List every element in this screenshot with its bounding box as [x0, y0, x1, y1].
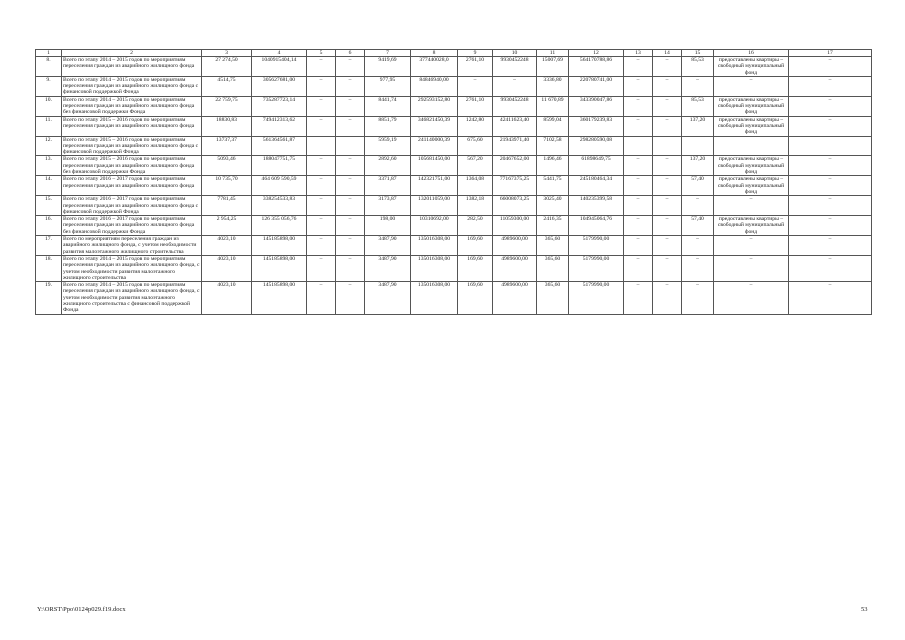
table-cell: –	[336, 57, 365, 77]
table-cell	[653, 136, 682, 156]
table-cell: 105681450,00	[411, 156, 458, 176]
table-cell: –	[336, 176, 365, 196]
table-cell: 5179990,00	[569, 282, 624, 314]
table-cell: 104945064,76	[569, 216, 624, 236]
table-row	[36, 76, 872, 96]
table-cell: –	[336, 76, 365, 96]
table-cell: 42411623,40	[493, 116, 537, 136]
table-cell: –	[624, 76, 653, 96]
table-cell: –	[624, 255, 653, 281]
column-number-cell: 13	[624, 50, 653, 57]
table-cell: 5179990,00	[569, 255, 624, 281]
table-cell	[307, 136, 336, 156]
table-cell: –	[789, 216, 872, 236]
table-cell: 3025,40	[537, 196, 569, 216]
row-number-cell: 16.	[36, 216, 62, 236]
table-cell: 220780741,00	[569, 76, 624, 96]
table-cell: –	[653, 116, 682, 136]
table-cell: 561364561,87	[252, 136, 307, 156]
table-cell: –	[789, 196, 872, 216]
table-cell: –	[789, 156, 872, 176]
table-cell: 343390047,86	[569, 96, 624, 116]
table-cell: –	[653, 176, 682, 196]
page-number: 53	[861, 606, 868, 613]
row-description-cell: Всего по этапу 2014 – 2015 годов по мероприятиям переселения граждан из аварийного жилищного фонда с финансовой поддержкой Фонда	[62, 76, 202, 96]
table-cell: 977,95	[365, 76, 411, 96]
table-cell: –	[624, 57, 653, 77]
table-cell: –	[714, 282, 789, 314]
footer-file-path: Y:\ORST\Ppo\0124p029.f19.docx	[37, 606, 126, 613]
table-cell: –	[624, 236, 653, 256]
table-cell: 360179239,83	[569, 116, 624, 136]
table-cell: –	[653, 156, 682, 176]
row-number-cell: 12.	[36, 136, 62, 156]
row-number-cell: 19.	[36, 282, 62, 314]
table-cell: 145185898,00	[252, 282, 307, 314]
table-cell: 9419,69	[365, 57, 411, 77]
table-row	[36, 196, 872, 216]
table-cell: –	[307, 255, 336, 281]
row-number-cell: 8.	[36, 57, 62, 77]
table-cell: 7102,58	[537, 136, 569, 156]
table-cell: –	[307, 57, 336, 77]
table-cell: –	[624, 116, 653, 136]
table-cell: –	[624, 216, 653, 236]
table-cell: 365,60	[537, 282, 569, 314]
table-cell: 57,40	[682, 176, 714, 196]
table-cell: –	[789, 96, 872, 116]
table-cell: 132011059,00	[411, 196, 458, 216]
table-cell: –	[653, 216, 682, 236]
table-cell: 2 954,25	[202, 216, 252, 236]
table-cell: –	[653, 96, 682, 116]
row-description-cell: Всего по этапу 2016 – 2017 годов по мероприятиям переселения граждан из аварийного жилищного фонда без финансовой поддержки Фонда	[62, 216, 202, 236]
table-cell: предоставлены квартиры – свободный муниципальный фонд	[714, 216, 789, 236]
table-cell: 3487,90	[365, 282, 411, 314]
column-number-cell: 16	[714, 50, 789, 57]
table-cell: –	[307, 96, 336, 116]
table-cell: –	[714, 196, 789, 216]
table-cell: –	[714, 255, 789, 281]
table-cell: 13737,37	[202, 136, 252, 156]
table-cell: 365,60	[537, 236, 569, 256]
column-number-cell: 17	[789, 50, 872, 57]
table-cell: 8441,74	[365, 96, 411, 116]
table-cell: –	[653, 236, 682, 256]
table-cell: –	[458, 76, 493, 96]
table-cell: 169,60	[458, 282, 493, 314]
table-cell: 15007,69	[537, 57, 569, 77]
table-cell: –	[624, 156, 653, 176]
table-cell: –	[307, 76, 336, 96]
row-number-cell: 9.	[36, 76, 62, 96]
table-cell: –	[653, 282, 682, 314]
table-cell: –	[336, 96, 365, 116]
table-cell: –	[307, 156, 336, 176]
table-cell: –	[336, 255, 365, 281]
row-description-cell: Всего по этапу 2014 – 2015 годов по мероприятиям переселения граждан из аварийного жилищного фонда, с учетом необходимости развития малоэтажного жилищного строительства	[63, 255, 200, 281]
table-cell: 145185898,00	[252, 255, 307, 281]
table-cell: 365,60	[537, 255, 569, 281]
row-description-cell: Всего по этапу 2015 – 2016 годов по мероприятиям переселения граждан из аварийного жилищного фонда без финансовой поддержки Фонда	[62, 156, 202, 176]
table-cell: предоставлены квартиры – свободный муниципальный фонд	[714, 116, 789, 136]
table-cell: 5441,75	[537, 176, 569, 196]
table-cell: 77167375,25	[493, 176, 537, 196]
table-cell: –	[307, 116, 336, 136]
table-cell: 11 670,89	[537, 96, 569, 116]
table-cell: –	[624, 282, 653, 314]
table-cell: предоставлены квартиры – свободный муниципальный фонд	[714, 156, 789, 176]
row-number-cell: 15.	[36, 196, 62, 216]
table-cell: 169,60	[458, 236, 493, 256]
table-cell: –	[307, 176, 336, 196]
row-number-cell: 13.	[36, 156, 62, 176]
row-description-cell: Всего по этапу 2014 – 2015 годов по мероприятиям переселения граждан из аварийного жилищного фонда, с учетом необходимости развития малоэтажного жилищного строительства с финансовой поддержкой Фонда	[63, 282, 200, 314]
table-cell: –	[789, 116, 872, 136]
table-cell: 5959,19	[365, 136, 411, 156]
column-number-cell: 2	[62, 50, 202, 57]
table-cell: 4023,10	[202, 255, 252, 281]
table-row	[36, 57, 872, 77]
table-cell: –	[336, 282, 365, 314]
table-cell: 66008073,25	[493, 196, 537, 216]
table-cell: –	[682, 196, 714, 216]
table-cell: 198,00	[365, 216, 411, 236]
table-cell: –	[624, 176, 653, 196]
table-cell: –	[336, 196, 365, 216]
table-cell: 84846940,00	[411, 76, 458, 96]
row-description-cell: Всего по этапу 2016 – 2017 годов по мероприятиям переселения граждан из аварийного жилищного фонда с финансовой поддержкой Фонда	[62, 196, 202, 216]
table-cell: 57,40	[682, 216, 714, 236]
table-cell: 564170788,86	[569, 57, 624, 77]
table-cell: 4514,75	[202, 76, 252, 96]
table-cell: 135016308,00	[411, 255, 458, 281]
table-cell: 21943971,40	[493, 136, 537, 156]
table-cell: предоставлены квартиры – свободный муниципальный фонд	[714, 176, 789, 196]
table-cell: 241140000,39	[411, 136, 458, 156]
table-cell: 7781,45	[202, 196, 252, 216]
table-cell: 145185898,00	[252, 236, 307, 256]
table-cell: –	[336, 216, 365, 236]
table-cell: 2416,35	[537, 216, 569, 236]
table-cell: 4023,10	[202, 236, 252, 256]
table-cell: 126 355 056,76	[252, 216, 307, 236]
table-cell	[336, 136, 365, 156]
table-cell: 377440028,0	[411, 57, 458, 77]
column-number-cell: 8	[411, 50, 458, 57]
table-cell: –	[653, 196, 682, 216]
table-cell: 3487,90	[365, 255, 411, 281]
table-row	[36, 216, 872, 236]
table-cell: 4989600,00	[493, 255, 537, 281]
table-cell: 169,60	[458, 255, 493, 281]
table-cell: предоставлены квартиры – свободный муниципальный фонд	[714, 57, 789, 77]
table-cell: –	[336, 236, 365, 256]
table-cell: –	[336, 156, 365, 176]
table-row	[36, 156, 872, 176]
table-cell: 9930452248	[493, 96, 537, 116]
table-cell: –	[307, 196, 336, 216]
table-cell: 245180464,34	[569, 176, 624, 196]
column-number-cell: 5	[307, 50, 336, 57]
table-cell: 11059300,00	[493, 216, 537, 236]
table-row	[36, 176, 872, 196]
table-cell: 3336,80	[537, 76, 569, 96]
table-cell: 567,20	[458, 156, 493, 176]
table-cell: 27 274,50	[202, 57, 252, 77]
column-number-cell: 7	[365, 50, 411, 57]
table-cell: –	[493, 76, 537, 96]
row-number-cell: 18.	[36, 255, 62, 281]
table-cell: 1496,46	[537, 156, 569, 176]
column-number-cell: 12	[569, 50, 624, 57]
table-cell: 2761,10	[458, 96, 493, 116]
table-cell: 188047751,75	[252, 156, 307, 176]
table-cell: –	[714, 236, 789, 256]
column-number-cell: 10	[493, 50, 537, 57]
row-description-cell: Всего по этапу 2014 – 2015 годов по мероприятиям переселения граждан из аварийного жилищного фонда без финансовой поддержки Фонда	[62, 96, 202, 116]
row-number-cell: 10.	[36, 96, 62, 116]
table-cell: 142321751,00	[411, 176, 458, 196]
table-cell: 20467652,00	[493, 156, 537, 176]
table-cell: 18830,83	[202, 116, 252, 136]
table-cell: 8599,04	[537, 116, 569, 136]
table-cell: 135016308,00	[411, 236, 458, 256]
table-cell: 1382,18	[458, 196, 493, 216]
table-cell: –	[789, 76, 872, 96]
column-number-cell: 9	[458, 50, 493, 57]
table-cell: 4989600,00	[493, 282, 537, 314]
table-row	[36, 255, 872, 281]
table-cell: 749412313,62	[252, 116, 307, 136]
table-cell: 2761,10	[458, 57, 493, 77]
table-cell: 3173,87	[365, 196, 411, 216]
table-cell: 735287723,14	[252, 96, 307, 116]
table-header-row	[36, 50, 872, 57]
table-cell: 346821450,39	[411, 116, 458, 136]
table-cell: –	[307, 236, 336, 256]
table-cell: –	[682, 76, 714, 96]
table-cell: 2892,60	[365, 156, 411, 176]
table-cell: –	[682, 255, 714, 281]
table-row	[36, 116, 872, 136]
row-number-cell: 11.	[36, 116, 62, 136]
table-cell: 61898649,75	[569, 156, 624, 176]
column-number-cell: 11	[537, 50, 569, 57]
table-cell: 4989600,00	[493, 236, 537, 256]
table-cell: –	[624, 96, 653, 116]
table-cell: –	[653, 255, 682, 281]
table-cell: 9930452248	[493, 57, 537, 77]
table-cell: –	[653, 57, 682, 77]
table-cell	[624, 136, 653, 156]
table-cell: 10310692,00	[411, 216, 458, 236]
table-cell: 137,20	[682, 156, 714, 176]
table-cell: 1364,08	[458, 176, 493, 196]
table-row	[36, 136, 872, 156]
column-number-cell: 15	[682, 50, 714, 57]
table-cell	[682, 136, 714, 156]
table-cell: –	[789, 282, 872, 314]
table-cell: 292593152,80	[411, 96, 458, 116]
table-cell: 85,53	[682, 96, 714, 116]
column-number-cell: 14	[653, 50, 682, 57]
table-row	[36, 96, 872, 116]
table-cell: –	[307, 282, 336, 314]
table-cell: –	[682, 282, 714, 314]
table-cell: –	[789, 255, 872, 281]
table-cell: 8851,79	[365, 116, 411, 136]
table-cell: –	[682, 236, 714, 256]
table-cell: 22 759,75	[202, 96, 252, 116]
table-cell: 3487,90	[365, 236, 411, 256]
table-row	[36, 282, 872, 314]
column-number-cell: 6	[336, 50, 365, 57]
table-cell: 140235399,58	[569, 196, 624, 216]
table-cell: 298280590,08	[569, 136, 624, 156]
table-cell: –	[789, 176, 872, 196]
table-cell: 5093,46	[202, 156, 252, 176]
row-description-cell: Всего по этапу 2015 – 2016 годов по мероприятиям переселения граждан из аварийного жилищного фонда	[62, 116, 202, 136]
table-cell: 675,60	[458, 136, 493, 156]
table-cell: 135016308,00	[411, 282, 458, 314]
table-cell: –	[336, 116, 365, 136]
table-cell: –	[624, 196, 653, 216]
data-table	[35, 49, 872, 315]
column-number-cell: 3	[202, 50, 252, 57]
table-cell	[714, 136, 789, 156]
table-cell: –	[789, 236, 872, 256]
row-description-cell: Всего по этапу 2016 – 2017 годов по мероприятиям переселения граждан из аварийного жилищного фонда	[62, 176, 202, 196]
table-cell: 4023,10	[202, 282, 252, 314]
table-cell: –	[714, 76, 789, 96]
table-cell: 464 609 590,59	[252, 176, 307, 196]
row-number-cell: 14.	[36, 176, 62, 196]
table-cell: 282,50	[458, 216, 493, 236]
table-cell: 85,53	[682, 57, 714, 77]
row-description-cell: Всего по мероприятиям переселения граждан из аварийного жилищного фонда, с учетом необходимости развития малоэтажного жилищного строительства	[62, 236, 202, 256]
table-cell: 3371,87	[365, 176, 411, 196]
table-cell: 338254533,83	[252, 196, 307, 216]
table-cell: 1040915404,14	[252, 57, 307, 77]
table-cell: –	[653, 76, 682, 96]
table-cell: –	[307, 216, 336, 236]
row-description-cell: Всего по этапу 2014 – 2015 годов по мероприятиям переселения граждан из аварийного жилищного фонда	[62, 57, 202, 77]
table-cell: 1242,80	[458, 116, 493, 136]
column-number-cell: 4	[252, 50, 307, 57]
table-cell: 137,20	[682, 116, 714, 136]
table-row	[36, 236, 872, 256]
table-cell: 10 735,70	[202, 176, 252, 196]
row-number-cell: 17.	[36, 236, 62, 256]
table-cell	[789, 136, 872, 156]
table-cell: 5179990,00	[569, 236, 624, 256]
table-cell: 305627681,00	[252, 76, 307, 96]
column-number-cell: 1	[36, 50, 62, 57]
row-description-cell: Всего по этапу 2015 – 2016 годов по мероприятиям переселения граждан из аварийного жилищного фонда с финансовой поддержкой Фонда	[62, 136, 202, 156]
table-cell: предоставлены квартиры – свободный муниципальный фонд	[714, 96, 789, 116]
table-cell: –	[789, 57, 872, 77]
